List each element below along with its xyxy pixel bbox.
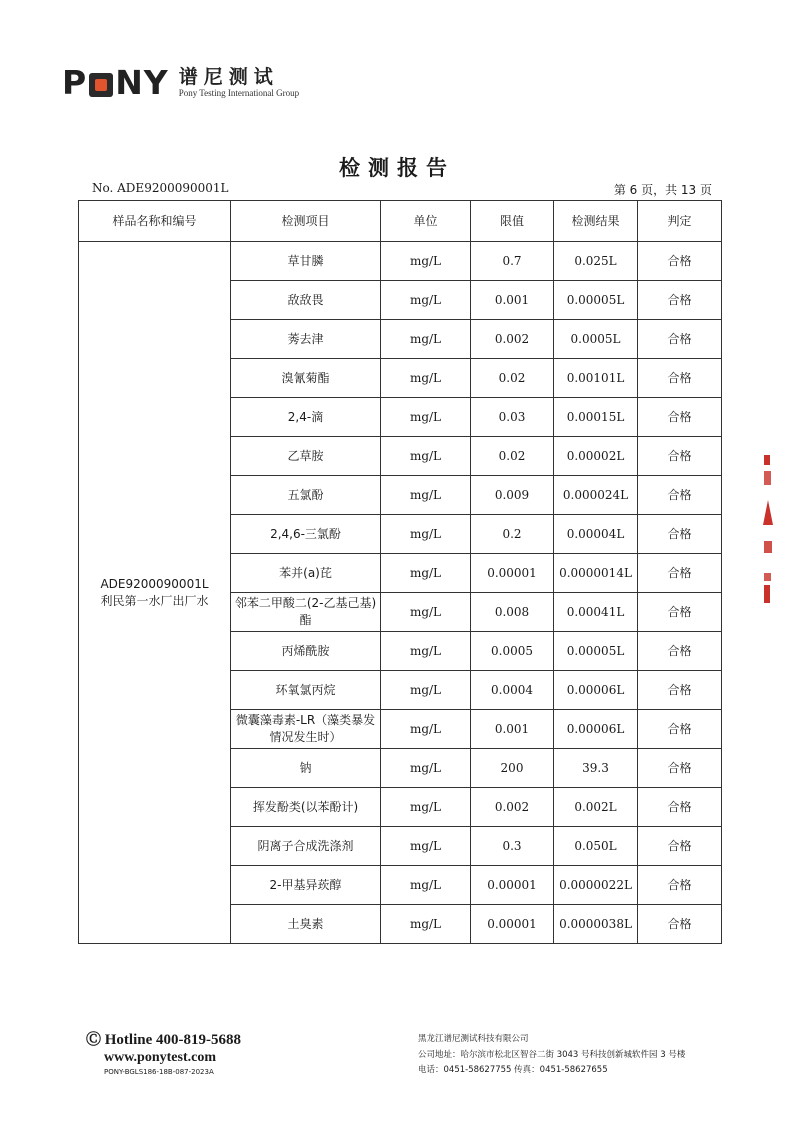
limit-cell: 0.002	[471, 320, 554, 359]
header-verdict: 判定	[638, 201, 722, 242]
limit-cell: 0.001	[471, 281, 554, 320]
item-cell: 莠去津	[231, 320, 381, 359]
item-cell: 邻苯二甲酸二(2-乙基己基)酯	[231, 593, 381, 632]
logo-letters-ny: NY	[115, 63, 169, 102]
result-cell: 0.00002L	[554, 437, 638, 476]
sample-id: ADE9200090001L	[100, 576, 209, 591]
logo-letter-p: P	[62, 63, 88, 102]
result-cell: 0.0000014L	[554, 554, 638, 593]
verdict-cell: 合格	[638, 788, 722, 827]
unit-cell: mg/L	[381, 710, 471, 749]
sample-cell	[79, 242, 231, 944]
unit-cell: mg/L	[381, 749, 471, 788]
verdict-cell: 合格	[638, 242, 722, 281]
item-cell: 2-甲基异莰醇	[231, 866, 381, 905]
verdict-cell: 合格	[638, 632, 722, 671]
result-cell: 0.00015L	[554, 398, 638, 437]
item-cell: 五氯酚	[231, 476, 381, 515]
verdict-cell: 合格	[638, 320, 722, 359]
verdict-cell: 合格	[638, 671, 722, 710]
verdict-cell: 合格	[638, 437, 722, 476]
unit-cell: mg/L	[381, 320, 471, 359]
result-cell: 0.0000022L	[554, 866, 638, 905]
verdict-cell: 合格	[638, 398, 722, 437]
verdict-cell: 合格	[638, 905, 722, 944]
unit-cell: mg/L	[381, 242, 471, 281]
result-cell: 0.00005L	[554, 281, 638, 320]
unit-cell: mg/L	[381, 437, 471, 476]
result-cell: 0.000024L	[554, 476, 638, 515]
limit-cell: 0.002	[471, 788, 554, 827]
unit-cell: mg/L	[381, 359, 471, 398]
item-cell: 溴氰菊酯	[231, 359, 381, 398]
unit-cell: mg/L	[381, 866, 471, 905]
verdict-cell: 合格	[638, 476, 722, 515]
item-cell: 敌敌畏	[231, 281, 381, 320]
item-cell: 微囊藻毒素-LR（藻类暴发情况发生时）	[231, 710, 381, 749]
logo-text	[179, 67, 299, 99]
footer-left	[86, 1028, 241, 1076]
item-cell: 挥发酚类(以苯酚计)	[231, 788, 381, 827]
page-title: 检测报告	[339, 156, 455, 180]
table-row	[79, 242, 722, 281]
result-cell: 39.3	[554, 749, 638, 788]
item-cell: 草甘膦	[231, 242, 381, 281]
table-header-row	[79, 201, 722, 242]
sample-name: 利民第一水厂出厂水	[100, 593, 209, 608]
verdict-cell: 合格	[638, 710, 722, 749]
result-cell: 0.00005L	[554, 632, 638, 671]
verdict-cell: 合格	[638, 359, 722, 398]
limit-cell: 0.2	[471, 515, 554, 554]
header-sample: 样品名称和编号	[79, 201, 231, 242]
result-cell: 0.00041L	[554, 593, 638, 632]
header-item: 检测项目	[231, 201, 381, 242]
limit-cell: 0.7	[471, 242, 554, 281]
item-cell: 丙烯酰胺	[231, 632, 381, 671]
seal-stamp-icon	[762, 455, 774, 605]
limit-cell: 200	[471, 749, 554, 788]
company-address: 公司地址：哈尔滨市松北区智谷二街 3043 号科技创新城软件园 3 号楼	[418, 1049, 686, 1060]
header-limit: 限值	[471, 201, 554, 242]
page-info: 第 6 页，共 13 页	[613, 183, 712, 197]
unit-cell: mg/L	[381, 788, 471, 827]
website: www.ponytest.com	[104, 1050, 216, 1065]
limit-cell: 0.3	[471, 827, 554, 866]
verdict-cell: 合格	[638, 827, 722, 866]
limit-cell: 0.02	[471, 359, 554, 398]
header-result: 检测结果	[554, 201, 638, 242]
hotline-text: Hotline 400-819-5688	[104, 1032, 242, 1048]
result-cell: 0.025L	[554, 242, 638, 281]
verdict-cell: 合格	[638, 515, 722, 554]
unit-cell: mg/L	[381, 476, 471, 515]
limit-cell: 0.0004	[471, 671, 554, 710]
unit-cell: mg/L	[381, 827, 471, 866]
item-cell: 2,4,6-三氯酚	[231, 515, 381, 554]
item-cell: 2,4-滴	[231, 398, 381, 437]
verdict-cell: 合格	[638, 749, 722, 788]
footer-right	[418, 1032, 685, 1079]
unit-cell: mg/L	[381, 632, 471, 671]
limit-cell: 0.008	[471, 593, 554, 632]
logo-wordmark	[62, 63, 169, 102]
item-cell: 苯并(a)芘	[231, 554, 381, 593]
logo-chinese-name: 谱尼测试	[178, 65, 279, 88]
result-cell: 0.0005L	[554, 320, 638, 359]
limit-cell: 0.0005	[471, 632, 554, 671]
verdict-cell: 合格	[638, 593, 722, 632]
verdict-cell: 合格	[638, 866, 722, 905]
limit-cell: 0.001	[471, 710, 554, 749]
limit-cell: 0.02	[471, 437, 554, 476]
result-cell: 0.050L	[554, 827, 638, 866]
item-cell: 钠	[231, 749, 381, 788]
unit-cell: mg/L	[381, 905, 471, 944]
table-body	[79, 242, 722, 944]
result-cell: 0.00101L	[554, 359, 638, 398]
result-cell: 0.00006L	[554, 671, 638, 710]
test-results-table	[78, 200, 722, 944]
unit-cell: mg/L	[381, 398, 471, 437]
result-cell: 0.00006L	[554, 710, 638, 749]
limit-cell: 0.00001	[471, 905, 554, 944]
copyright-c-icon: Ⓒ	[86, 1032, 102, 1048]
unit-cell: mg/L	[381, 671, 471, 710]
limit-cell: 0.00001	[471, 554, 554, 593]
result-cell: 0.0000038L	[554, 905, 638, 944]
item-cell: 阴离子合成洗涤剂	[231, 827, 381, 866]
document-code: PONY-BGLS186-18B-087-2023A	[104, 1068, 214, 1076]
unit-cell: mg/L	[381, 554, 471, 593]
hotline	[86, 1028, 241, 1049]
logo-o-mark-icon	[89, 73, 113, 97]
unit-cell: mg/L	[381, 515, 471, 554]
verdict-cell: 合格	[638, 554, 722, 593]
company-contact: 电话：0451-58627755 传真：0451-58627655	[418, 1065, 608, 1076]
result-cell: 0.00004L	[554, 515, 638, 554]
company-logo	[62, 63, 300, 102]
report-number: No. ADE9200090001L	[92, 181, 229, 195]
item-cell: 乙草胺	[231, 437, 381, 476]
header-unit: 单位	[381, 201, 471, 242]
item-cell: 土臭素	[231, 905, 381, 944]
limit-cell: 0.00001	[471, 866, 554, 905]
logo-english-name: Pony Testing International Group	[178, 88, 300, 99]
unit-cell: mg/L	[381, 281, 471, 320]
result-cell: 0.002L	[554, 788, 638, 827]
unit-cell: mg/L	[381, 593, 471, 632]
item-cell: 环氧氯丙烷	[231, 671, 381, 710]
company-name: 黑龙江谱尼测试科技有限公司	[418, 1034, 529, 1044]
limit-cell: 0.03	[471, 398, 554, 437]
verdict-cell: 合格	[638, 281, 722, 320]
limit-cell: 0.009	[471, 476, 554, 515]
